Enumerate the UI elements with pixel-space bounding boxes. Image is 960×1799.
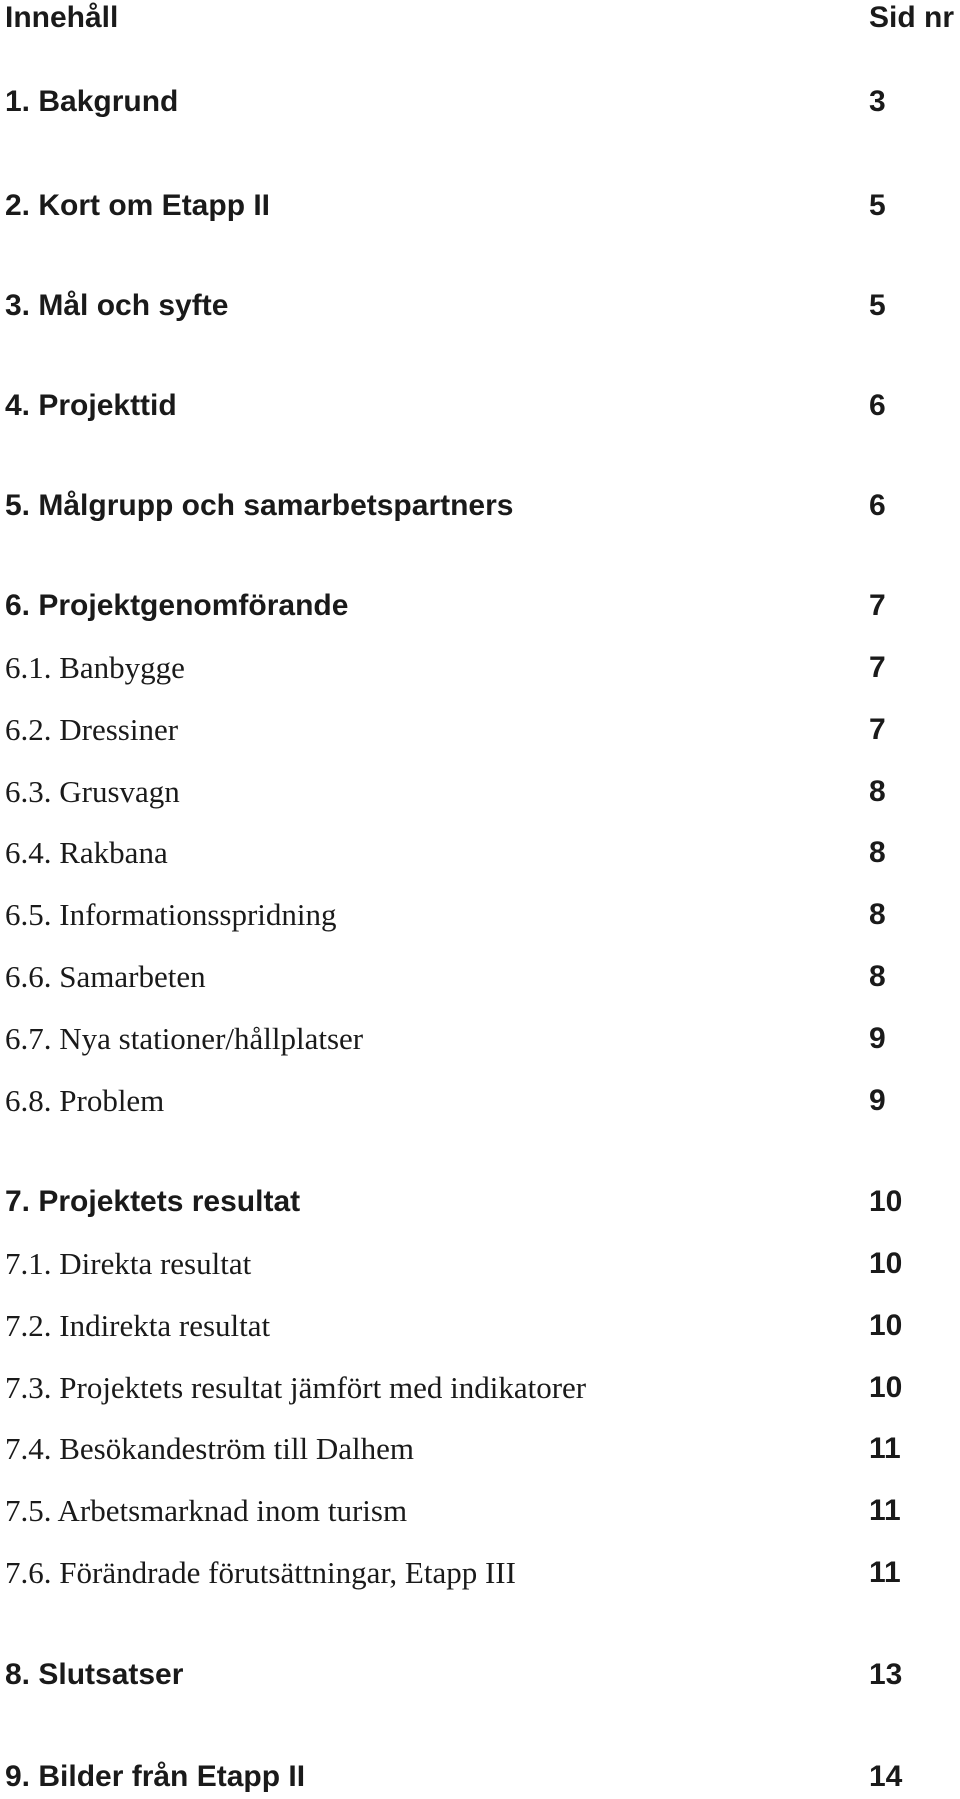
toc-entry-page: 7 [869,651,886,684]
toc-entry-6[interactable] [5,584,955,628]
toc-entry-title: 7.3. Projektets resultat jämfört med indikatorer [5,1370,587,1405]
toc-entry-title: 9. Bilder från Etapp II [5,1760,306,1793]
toc-entry-title: 6.3. Grusvagn [5,774,180,809]
toc-entry-page: 10 [869,1309,903,1342]
toc-entry-6-3[interactable] [5,770,955,814]
toc-entry-title: 6.8. Problem [5,1083,165,1118]
toc-entry-title: 6.1. Banbygge [5,650,185,685]
toc-entry-9[interactable] [5,1755,955,1799]
toc-entry-title: 3. Mål och syfte [5,289,229,322]
toc-entry-title: 6.7. Nya stationer/hållplatser [5,1021,364,1056]
toc-entry-page: 11 [869,1494,901,1527]
toc-entry-page: 6 [869,389,886,422]
toc-entry-page: 8 [869,775,886,808]
toc-header [5,0,955,40]
toc-entry-title: 7.5. Arbetsmarknad inom turism [5,1493,408,1528]
toc-entry-7[interactable] [5,1180,955,1224]
toc-entry-title: 7.4. Besökandeström till Dalhem [5,1431,414,1466]
toc-entry-title: 7.1. Direkta resultat [5,1246,252,1281]
toc-entry-title: 8. Slutsatser [5,1658,184,1691]
toc-entry-title: 6. Projektgenomförande [5,589,349,622]
toc-entry-title: 1. Bakgrund [5,85,179,118]
toc-entry-1[interactable] [5,80,955,124]
toc-entry-page: 10 [869,1185,903,1218]
toc-entry-7-3[interactable] [5,1366,955,1410]
toc-entry-6-8[interactable] [5,1079,955,1123]
toc-entry-7-2[interactable] [5,1304,955,1348]
toc-entry-title: 5. Målgrupp och samarbetspartners [5,489,514,522]
toc-title: Innehåll [5,1,119,34]
toc-entry-page: 7 [869,589,886,622]
toc-entry-6-6[interactable] [5,955,955,999]
toc-entry-page: 8 [869,836,886,869]
toc-entry-4[interactable] [5,384,955,428]
toc-entry-page: 13 [869,1658,903,1691]
toc-entry-title: 7.6. Förändrade förutsättningar, Etapp III [5,1555,516,1590]
toc-entry-title: 4. Projekttid [5,389,177,422]
toc-entry-3[interactable] [5,284,955,328]
toc-entry-7-4[interactable] [5,1427,955,1471]
toc-entry-5[interactable] [5,484,955,528]
toc-page-column-label: Sid nr [869,1,955,34]
toc-entry-page: 10 [869,1371,903,1404]
toc-entry-title: 6.5. Informationsspridning [5,897,337,932]
toc-entry-page: 7 [869,713,886,746]
toc-entry-title: 7. Projektets resultat [5,1185,301,1218]
toc-entry-6-4[interactable] [5,831,955,875]
toc-entry-6-7[interactable] [5,1017,955,1061]
toc-entry-page: 10 [869,1247,903,1280]
toc-entry-page: 8 [869,960,886,993]
toc-entry-title: 6.2. Dressiner [5,712,179,747]
toc-entry-page: 11 [869,1556,901,1589]
toc-entry-page: 5 [869,289,886,322]
toc-entry-6-2[interactable] [5,708,955,752]
toc-entry-page: 14 [869,1760,903,1793]
toc-entry-title: 7.2. Indirekta resultat [5,1308,271,1343]
toc-entry-page: 6 [869,489,886,522]
toc-entry-page: 9 [869,1084,886,1117]
toc-entry-page: 9 [869,1022,886,1055]
toc-entry-2[interactable] [5,184,955,228]
toc-entry-title: 2. Kort om Etapp II [5,189,271,222]
toc-entry-8[interactable] [5,1653,955,1697]
toc-entry-title: 6.6. Samarbeten [5,959,206,994]
toc-entry-7-5[interactable] [5,1489,955,1533]
toc-entry-7-6[interactable] [5,1551,955,1595]
toc-entry-7-1[interactable] [5,1242,955,1286]
toc-entry-page: 11 [869,1432,901,1465]
toc-entry-page: 8 [869,898,886,931]
toc-entry-6-5[interactable] [5,893,955,937]
toc-entry-page: 3 [869,85,886,118]
toc-entry-title: 6.4. Rakbana [5,835,168,870]
toc-entry-page: 5 [869,189,886,222]
toc-entry-6-1[interactable] [5,646,955,690]
